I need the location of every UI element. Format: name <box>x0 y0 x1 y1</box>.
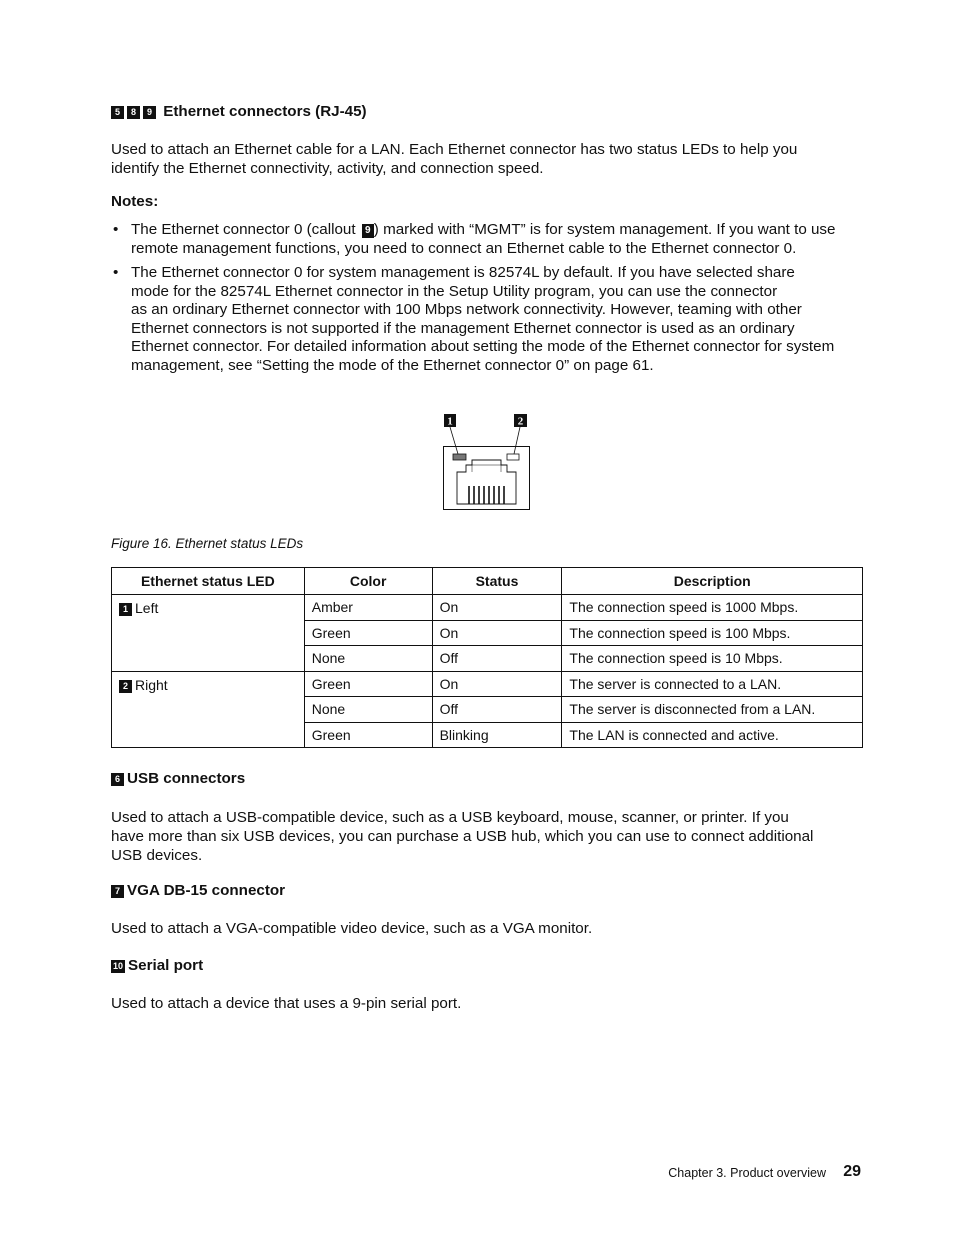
callout-badge: 8 <box>127 106 140 119</box>
section-title: VGA DB-15 connector <box>127 882 286 899</box>
ethernet-intro <box>111 140 871 178</box>
figure-callout-right: 2 <box>517 415 524 428</box>
note-text: The Ethernet connector 0 for system management is 82574L by default. If you have selected share <box>131 264 795 281</box>
note-text: as an ordinary Ethernet connector with 100 Mbps network connectivity. However, teaming with other <box>131 301 802 318</box>
callout-badge: 1 <box>119 603 132 616</box>
section-title: Serial port <box>128 957 204 974</box>
notes-heading: Notes: <box>111 193 159 210</box>
footer-chapter: Chapter 3. Product overview <box>668 1166 826 1180</box>
ethernet-port-figure <box>436 410 536 514</box>
paragraph-line: Used to attach an Ethernet cable for a LAN. Each Ethernet connector has two status LEDs to help you <box>111 141 798 158</box>
callout-badge: 6 <box>111 773 124 786</box>
jack-pins <box>469 486 504 504</box>
paragraph-line: identify the Ethernet connectivity, activity, and connection speed. <box>111 160 544 177</box>
callout-badge: 9 <box>362 224 374 238</box>
paragraph-line: Used to attach a USB-compatible device, such as a USB keyboard, mouse, scanner, or printer. If you <box>111 809 789 826</box>
color-cell: Amber <box>304 595 432 621</box>
description-cell: The connection speed is 100 Mbps. <box>562 620 863 646</box>
note-text: Ethernet connector. For detailed information about setting the mode of the Ethernet connector for system <box>131 338 835 355</box>
status-cell: Blinking <box>432 722 562 748</box>
status-cell: Off <box>432 646 562 672</box>
serial-text <box>111 994 871 1013</box>
note-text: ) marked with “MGMT” is for system management. If you want to use <box>373 221 836 238</box>
description-cell: The connection speed is 10 Mbps. <box>562 646 863 672</box>
usb-heading <box>111 770 245 787</box>
page-number: 29 <box>843 1163 861 1180</box>
paragraph-line: have more than six USB devices, you can purchase a USB hub, which you can use to connect additional <box>111 828 814 845</box>
led-cell-left <box>112 595 305 672</box>
callout-badge: 9 <box>143 106 156 119</box>
ethernet-heading <box>111 103 367 120</box>
section-title: Ethernet connectors (RJ-45) <box>163 103 367 120</box>
paragraph-line: Used to attach a device that uses a 9-pin serial port. <box>111 995 462 1012</box>
paragraph-line: USB devices. <box>111 847 203 864</box>
status-cell: Off <box>432 697 562 723</box>
figure-caption: Figure 16. Ethernet status LEDs <box>111 536 304 551</box>
description-cell: The LAN is connected and active. <box>562 722 863 748</box>
note-text: The Ethernet connector 0 (callout <box>131 221 360 238</box>
column-header: Description <box>562 568 863 595</box>
note-text: management, see “Setting the mode of the Ethernet connector 0” on page 61. <box>131 356 654 374</box>
paragraph-line: Used to attach a VGA-compatible video device, such as a VGA monitor. <box>111 920 593 937</box>
callout-badge: 2 <box>119 680 132 693</box>
section-title: USB connectors <box>127 770 246 787</box>
note-text: mode for the 82574L Ethernet connector in the Setup Utility program, you can use the connector <box>131 282 778 300</box>
column-header: Color <box>304 568 432 595</box>
vga-heading <box>111 882 285 899</box>
column-header: Ethernet status LED <box>112 568 305 595</box>
notes-list <box>111 221 871 381</box>
callout-badge: 7 <box>111 885 124 898</box>
status-cell: On <box>432 595 562 621</box>
color-cell: None <box>304 697 432 723</box>
status-cell: On <box>432 620 562 646</box>
color-cell: Green <box>304 722 432 748</box>
led-cell-right <box>112 671 305 748</box>
description-cell: The connection speed is 1000 Mbps. <box>562 595 863 621</box>
led-label: Left <box>135 600 159 616</box>
color-cell: Green <box>304 671 432 697</box>
note-item <box>111 221 871 258</box>
ethernet-status-table <box>111 567 863 748</box>
usb-text <box>111 808 871 865</box>
jack-opening <box>457 460 516 504</box>
status-cell: On <box>432 671 562 697</box>
color-cell: Green <box>304 620 432 646</box>
table-row <box>112 671 863 697</box>
color-cell: None <box>304 646 432 672</box>
table-header-row <box>112 568 863 595</box>
vga-text <box>111 919 871 938</box>
table-row <box>112 595 863 621</box>
led-right-icon <box>507 454 519 460</box>
notes-label <box>111 193 158 210</box>
description-cell: The server is disconnected from a LAN. <box>562 697 863 723</box>
figure-callout-left: 1 <box>447 415 453 428</box>
note-text: Ethernet connectors is not supported if the management Ethernet connector is used as an ordinary <box>131 319 795 337</box>
note-item <box>111 264 871 375</box>
callout-badge: 5 <box>111 106 124 119</box>
serial-heading <box>111 957 203 974</box>
led-label: Right <box>135 676 168 693</box>
note-text: remote management functions, you need to connect an Ethernet cable to the Ethernet connector 0. <box>131 239 797 257</box>
description-cell: The server is connected to a LAN. <box>562 671 863 697</box>
led-left-icon <box>453 454 466 460</box>
callout-badge: 10 <box>113 961 124 971</box>
column-header: Status <box>432 568 562 595</box>
